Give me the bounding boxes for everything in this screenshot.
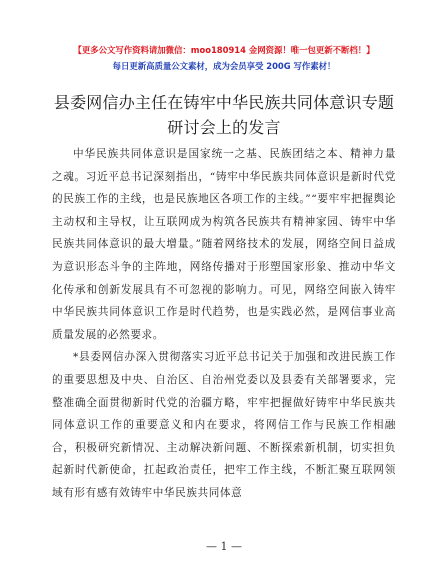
promo-banner-line-1: 【更多公文写作资料请加微信：moo180914 金网资源！唯一包更新不断档！】	[73, 45, 375, 55]
body-paragraph-2: *县委网信办深入贯彻落实习近平总书记关于加强和改进民族工作的重要思想及中央、自治区、自治州党委以及县委有关部署要求，完整准确全面贯彻新时代党的治疆方略，牢牢把握做好铸牢中华民族共同体意识工作的重要意义和内在要求，将网信工作与民族工作相融合，积极研究新情况、主动解决新问题、不断探索新机制，切实担负起新时代新使命，扛起政治责任，把牢工作主线，不断汇聚互联网领域有形有感有效铸牢中华民族共同体意	[52, 351, 396, 499]
document-title: 县委网信办主任在铸牢中华民族共同体意识专题研讨会上的发言	[53, 93, 395, 137]
document-body	[52, 143, 396, 505]
promo-banner-line-2: 每日更新高质量公文素材，成为会员享受 200G 写作素材！	[112, 61, 336, 71]
page-number: — 1 —	[206, 540, 242, 553]
body-paragraph-1: 中华民族共同体意识是国家统一之基、民族团结之本、精神力量之魂。习近平总书记深刻指出，“铸牢中华民族共同体意识是新时代党的民族工作的主线，也是民族地区各项工作的主线。”“要牢牢把握舆论主动权和主导权，让互联网成为构筑各民族共有精神家园、铸牢中华民族共同体意识的最大增量。”随着网络技术的发展，网络空间日益成为意识形态斗争的主阵地，网络传播对于形塑国家形象、推动中华文化传承和创新发展具有不可忽视的影响力。可见，网络空间嵌入铸牢中华民族共同体意识工作是时代趋势，也是实践必然，是网信事业高质量发展的必然要求。	[52, 148, 396, 341]
